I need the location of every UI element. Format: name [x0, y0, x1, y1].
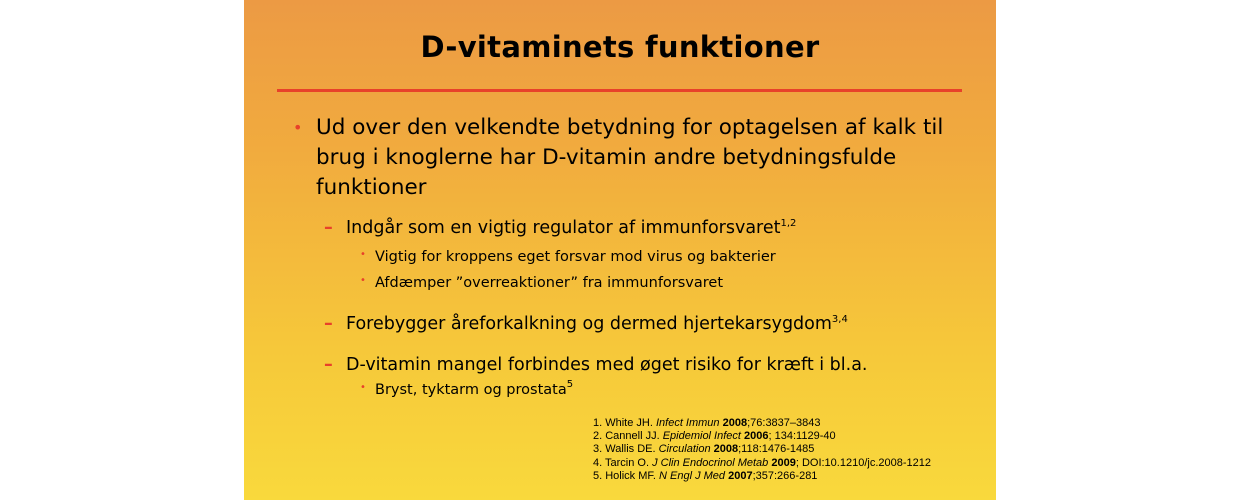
list-item — [324, 355, 868, 375]
sub-point-text: Bryst, tyktarm og prostata — [375, 382, 567, 398]
ref-year: 2007 — [728, 469, 753, 482]
citation-sup: 3,4 — [831, 314, 848, 325]
sub-point-text: Vigtig for kroppens eget forsvar mod virus og bakterier — [375, 249, 776, 265]
main-bullet — [293, 113, 976, 203]
ref-journal: Epidemiol Infect — [662, 430, 741, 443]
ref-author: 2. Cannell JJ. — [593, 430, 663, 443]
dash-icon: – — [324, 314, 333, 334]
ref-author: 4. Tarcin O. — [593, 456, 653, 469]
ref-detail: ;76:3837–3843 — [747, 417, 821, 429]
citation-sup: 5 — [566, 379, 574, 390]
ref-year: 2006 — [744, 430, 769, 443]
slide-title: D-vitaminets funktioner — [420, 30, 820, 64]
list-item — [324, 218, 797, 238]
reference-item — [593, 430, 931, 443]
bullet-dot-icon: • — [360, 249, 366, 260]
ref-journal: Circulation — [658, 443, 711, 456]
main-bullet-text: Ud over den velkendte betydning for optagelsen af kalk til brug i knoglerne har D-vitamin andre betydningsfulde funktioner — [316, 115, 944, 200]
title-divider — [277, 89, 962, 92]
ref-journal: Infect Immun — [655, 417, 720, 429]
bullet-dot-icon: • — [360, 275, 366, 286]
ref-detail: ; 134:1129-40 — [768, 430, 836, 443]
ref-author: 3. Wallis DE. — [593, 443, 659, 456]
ref-author: 1. White JH. — [593, 417, 656, 429]
dash-icon: – — [324, 218, 333, 238]
list-item — [324, 314, 848, 334]
list-item — [360, 275, 724, 291]
reference-item — [593, 457, 931, 470]
ref-year: 2008 — [713, 443, 739, 456]
ref-year: 2009 — [771, 456, 796, 469]
bullet-dot-icon: • — [293, 118, 303, 137]
ref-detail: ;118:1476-1485 — [738, 443, 815, 456]
ref-journal: N Engl J Med — [659, 469, 726, 482]
point-text: Indgår som en vigtig regulator af immunforsvaret — [346, 218, 781, 238]
ref-detail: ;357:266-281 — [752, 469, 818, 482]
sub-point-text: Afdæmper ”overreaktioner” fra immunforsvaret — [375, 275, 724, 291]
reference-item — [593, 443, 931, 456]
reference-item — [593, 470, 931, 483]
dash-icon: – — [324, 355, 333, 375]
ref-author: 5. Holick MF. — [593, 469, 660, 482]
reference-item — [593, 417, 931, 430]
point-text: Forebygger åreforkalkning og dermed hjertekarsygdom — [346, 314, 832, 334]
list-item — [360, 249, 776, 265]
ref-journal: J Clin Endocrinol Metab — [652, 456, 769, 469]
citation-sup: 1,2 — [780, 218, 797, 229]
ref-detail: ; DOI:10.1210/jc.2008-1212 — [795, 456, 931, 469]
ref-year: 2008 — [722, 417, 748, 429]
list-item — [360, 379, 574, 398]
point-text: D-vitamin mangel forbindes med øget risiko for kræft i bl.a. — [346, 355, 868, 375]
slide — [244, 0, 996, 500]
bullet-dot-icon: • — [360, 382, 366, 393]
references — [593, 417, 931, 483]
